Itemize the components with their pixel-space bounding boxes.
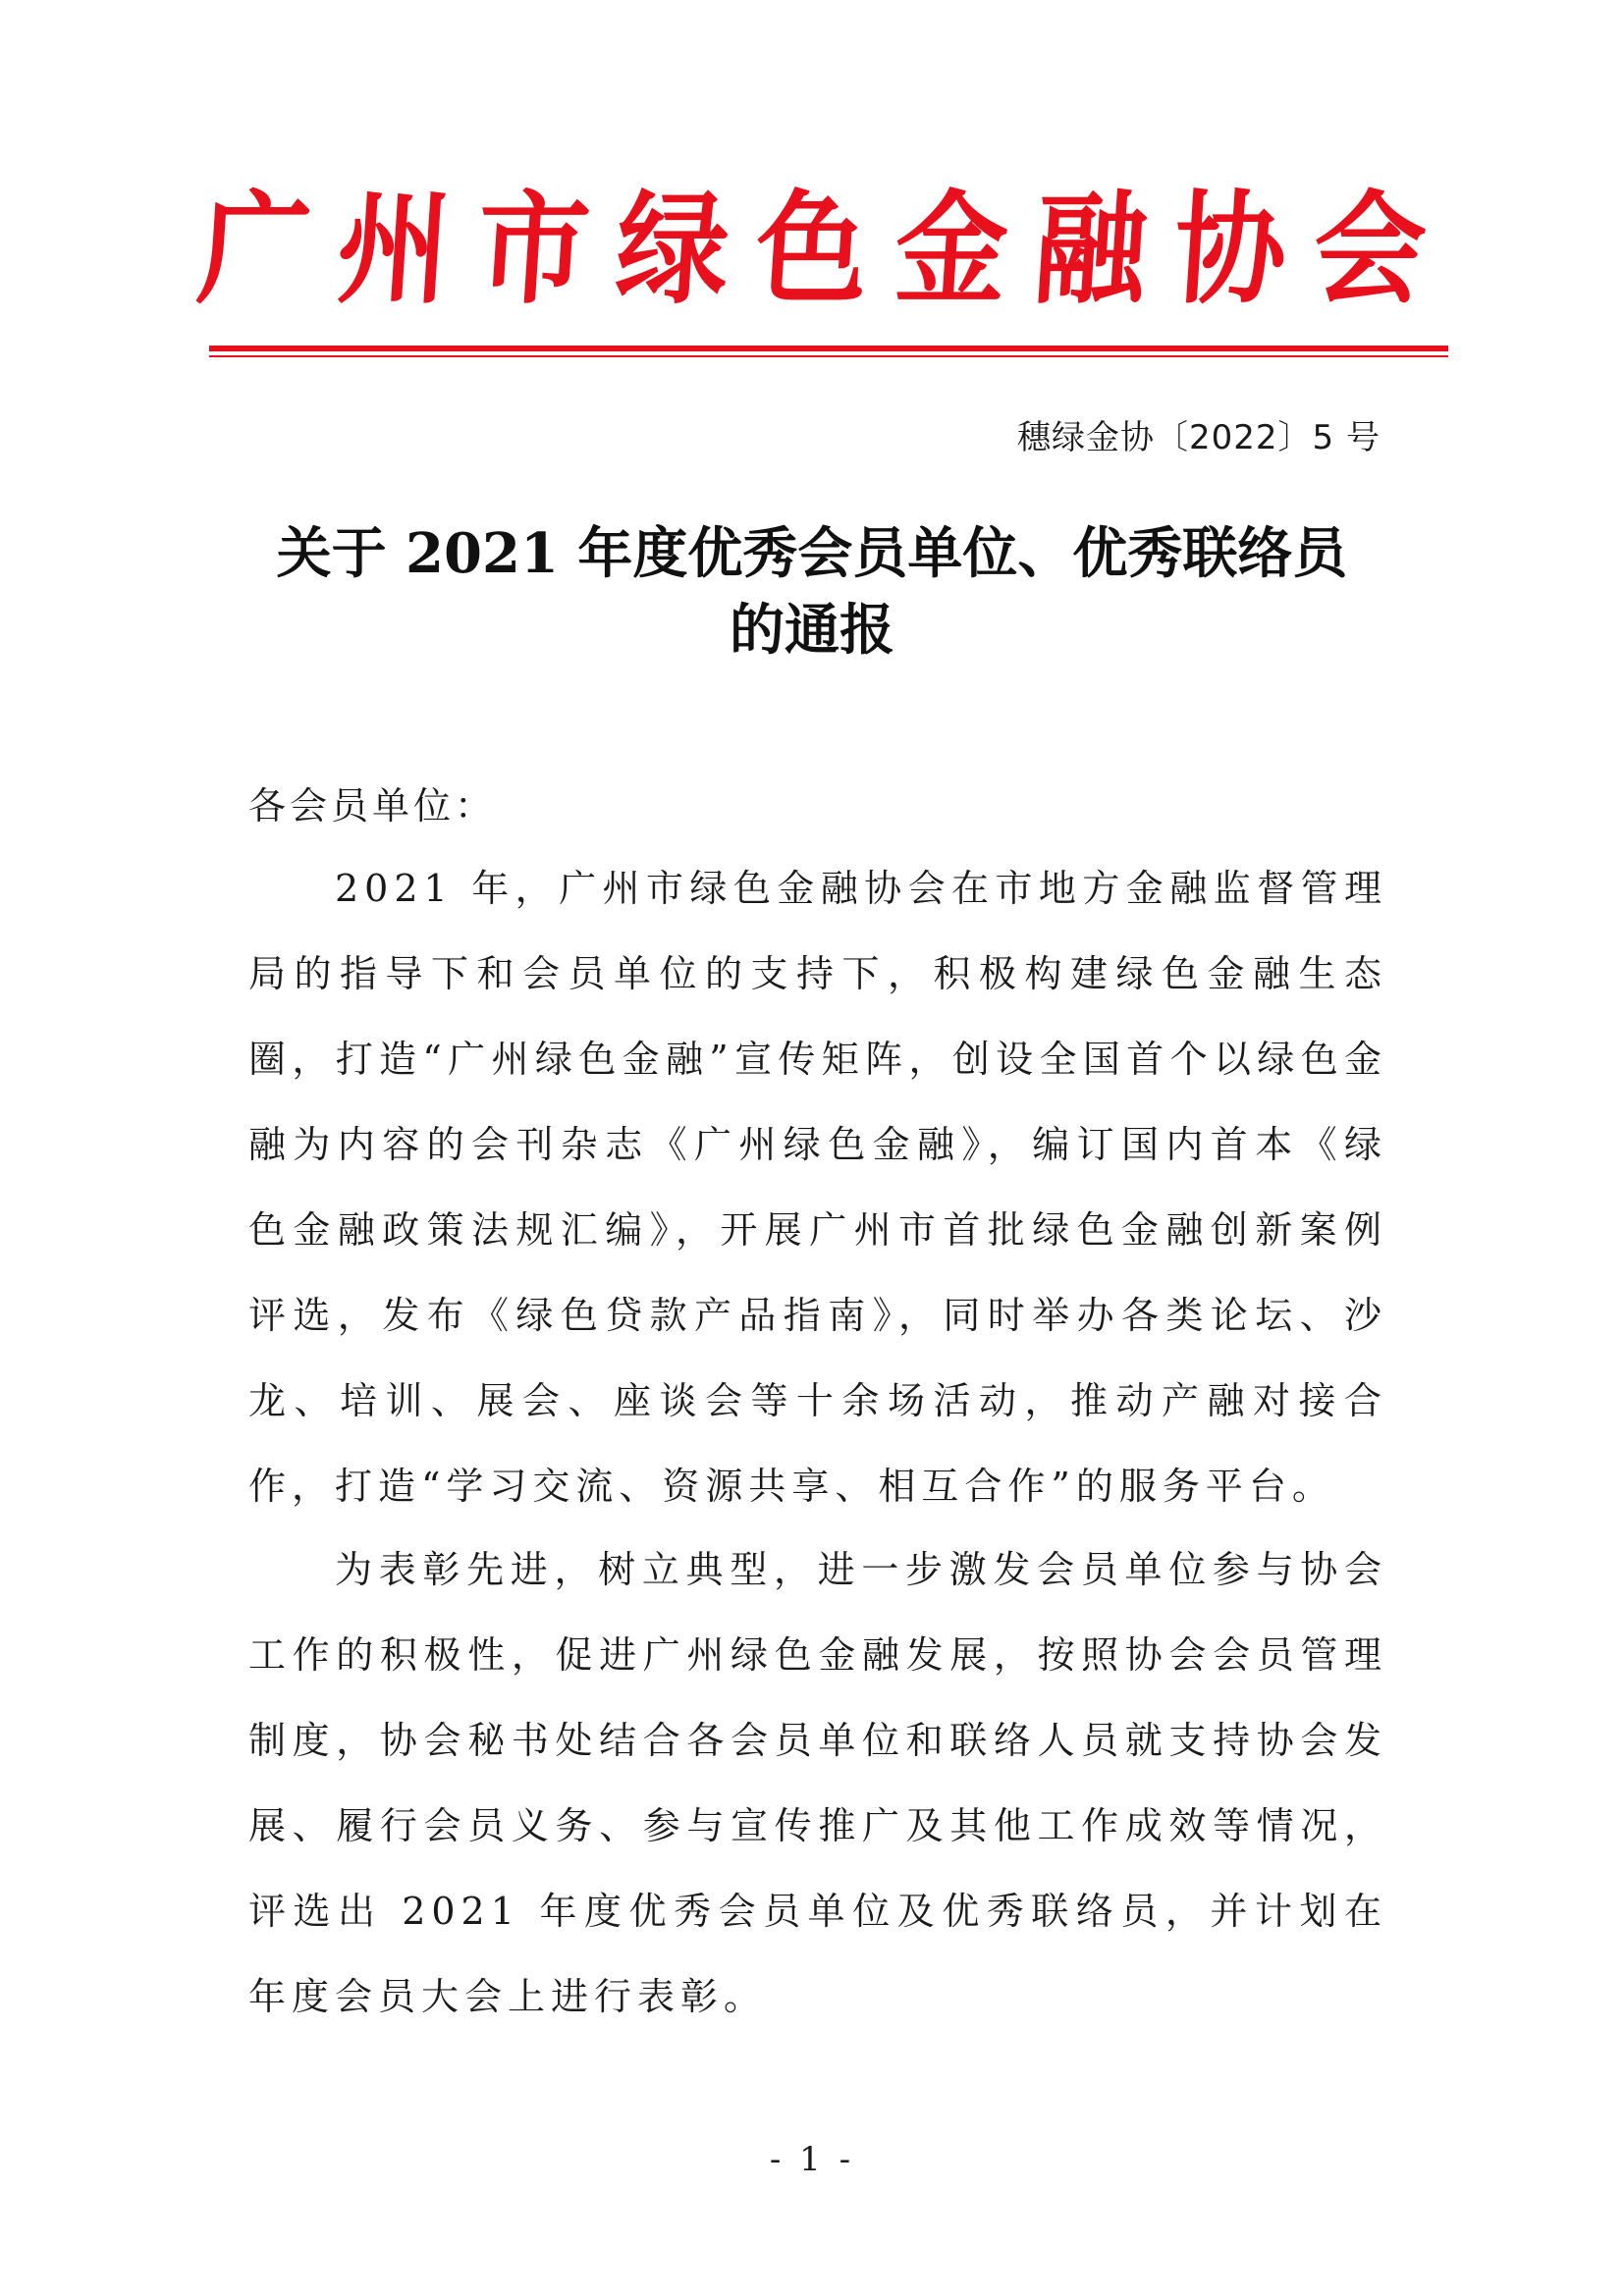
letterhead-divider-thin [209,355,1448,357]
letterhead-char: 绿 [612,180,733,321]
letterhead-char: 会 [1309,180,1431,321]
letterhead-title [0,177,1624,324]
body-paragraph: 为表彰先进，树立典型，进一步激发会员单位参与协会工作的积极性，促进广州绿色金融发展，按照协会会员管理制度，协会秘书处结合各会员单位和联络人员就支持协会发展、履行会员义务、参与宣传推广及其他工作成效等情况，评选出 2021 年度优秀会员单位及优秀联络员，并计划在年度会员大会上进行表彰。 [248,1548,1387,2018]
salutation: 各会员单位： [248,784,497,828]
document-number: 穗绿金协〔2022〕5 号 [1017,418,1380,457]
letterhead-char: 协 [1169,180,1291,321]
document-title-line-1: 关于 2021 年度优秀会员单位、优秀联络员 [276,521,1348,586]
letterhead-char: 融 [1030,180,1152,321]
page-number: - 1 - [769,2140,855,2179]
letterhead-char: 州 [333,180,455,321]
letterhead-divider-thick [209,346,1448,351]
document-title-line-2: 的通报 [730,598,894,663]
document-title [209,515,1415,668]
letterhead-char: 金 [891,180,1012,321]
body-paragraph: 2021 年，广州市绿色金融协会在市地方金融监督管理局的指导下和会员单位的支持下，积极构建绿色金融生态圈，打造“广州绿色金融”宣传矩阵，创设全国首个以绿色金融为内容的会刊杂志《广州绿色金融》，编订国内首本《绿色金融政策法规汇编》，开展广州市首批绿色金融创新案例评选，发布《绿色贷款产品指南》，同时举办各类论坛、沙龙、培训、展会、座谈会等十余场活动，推动产融对接合作，打造“学习交流、资源共享、相互合作”的服务平台。 [248,867,1387,1508]
letterhead-char: 广 [193,180,315,321]
letterhead-char: 市 [472,180,594,321]
letterhead-char: 色 [751,180,873,321]
